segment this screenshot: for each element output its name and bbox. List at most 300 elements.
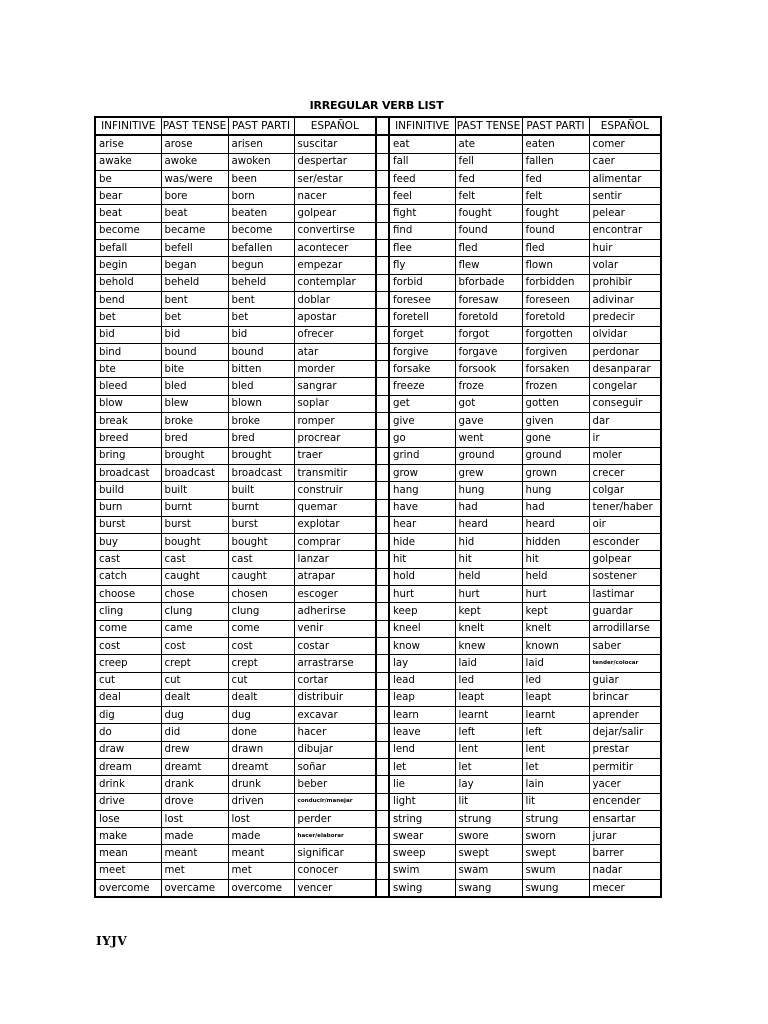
table-row xyxy=(95,586,661,603)
table-row xyxy=(95,551,661,568)
infinitive-cell: draw xyxy=(95,741,161,758)
past-tense-cell: made xyxy=(161,828,228,845)
past-participle-cell: foreseen xyxy=(522,291,589,308)
table-row xyxy=(95,222,661,239)
past-participle-cell: come xyxy=(228,620,294,637)
infinitive-cell: lead xyxy=(389,672,455,689)
infinitive-cell: blow xyxy=(95,395,161,412)
table-row xyxy=(95,707,661,724)
table-row xyxy=(95,810,661,827)
past-tense-cell: learnt xyxy=(455,707,522,724)
column-divider xyxy=(376,551,389,568)
spanish-cell: guardar xyxy=(589,603,661,620)
infinitive-cell: hit xyxy=(389,551,455,568)
past-tense-cell: bent xyxy=(161,291,228,308)
spanish-cell: golpear xyxy=(294,205,376,222)
past-participle-cell: bought xyxy=(228,534,294,551)
infinitive-cell: build xyxy=(95,482,161,499)
spanish-cell: sostener xyxy=(589,568,661,585)
past-participle-cell: laid xyxy=(522,655,589,672)
spanish-cell: brincar xyxy=(589,689,661,706)
spanish-cell: conseguir xyxy=(589,395,661,412)
past-tense-cell: overcame xyxy=(161,880,228,898)
infinitive-cell: leave xyxy=(389,724,455,741)
spanish-cell: moler xyxy=(589,447,661,464)
infinitive-cell: overcome xyxy=(95,880,161,898)
past-participle-cell: forsaken xyxy=(522,361,589,378)
infinitive-cell: bend xyxy=(95,291,161,308)
spanish-cell: oir xyxy=(589,516,661,533)
past-participle-cell: dug xyxy=(228,707,294,724)
past-tense-cell: cut xyxy=(161,672,228,689)
spanish-cell: adherirse xyxy=(294,603,376,620)
past-participle-cell: leapt xyxy=(522,689,589,706)
column-divider xyxy=(376,274,389,291)
column-divider xyxy=(376,464,389,481)
column-divider xyxy=(376,447,389,464)
infinitive-cell: know xyxy=(389,637,455,654)
column-divider xyxy=(376,776,389,793)
past-participle-cell: burst xyxy=(228,516,294,533)
spanish-cell: suscitar xyxy=(294,135,376,153)
past-tense-cell: heard xyxy=(455,516,522,533)
header-infinitive: INFINITIVE xyxy=(389,117,455,135)
table-row xyxy=(95,205,661,222)
infinitive-cell: light xyxy=(389,793,455,810)
column-divider xyxy=(376,707,389,724)
spanish-cell: crecer xyxy=(589,464,661,481)
table-row xyxy=(95,862,661,879)
table-row xyxy=(95,637,661,654)
past-participle-cell: burnt xyxy=(228,499,294,516)
column-divider xyxy=(376,413,389,430)
past-participle-cell: let xyxy=(522,758,589,775)
past-participle-cell: bent xyxy=(228,291,294,308)
past-tense-cell: swept xyxy=(455,845,522,862)
infinitive-cell: hear xyxy=(389,516,455,533)
table-row xyxy=(95,309,661,326)
footer-initials: IYJV xyxy=(96,934,128,948)
column-divider xyxy=(376,170,389,187)
spanish-cell: encender xyxy=(589,793,661,810)
spanish-cell: saber xyxy=(589,637,661,654)
infinitive-cell: mean xyxy=(95,845,161,862)
infinitive-cell: bind xyxy=(95,343,161,360)
past-participle-cell: blown xyxy=(228,395,294,412)
table-row xyxy=(95,776,661,793)
past-tense-cell: bite xyxy=(161,361,228,378)
past-tense-cell: lit xyxy=(455,793,522,810)
past-tense-cell: let xyxy=(455,758,522,775)
infinitive-cell: awake xyxy=(95,153,161,170)
infinitive-cell: forgive xyxy=(389,343,455,360)
verb-table xyxy=(94,116,662,898)
past-participle-cell: broke xyxy=(228,413,294,430)
table-row xyxy=(95,828,661,845)
past-participle-cell: arisen xyxy=(228,135,294,153)
table-row xyxy=(95,758,661,775)
past-participle-cell: cast xyxy=(228,551,294,568)
table-row xyxy=(95,188,661,205)
spanish-cell: conocer xyxy=(294,862,376,879)
column-divider xyxy=(376,482,389,499)
spanish-cell: beber xyxy=(294,776,376,793)
past-participle-cell: clung xyxy=(228,603,294,620)
past-tense-cell: left xyxy=(455,724,522,741)
infinitive-cell: get xyxy=(389,395,455,412)
table-row xyxy=(95,274,661,291)
past-participle-cell: bitten xyxy=(228,361,294,378)
past-participle-cell: beheld xyxy=(228,274,294,291)
infinitive-cell: broadcast xyxy=(95,464,161,481)
past-participle-cell: swum xyxy=(522,862,589,879)
past-participle-cell: felt xyxy=(522,188,589,205)
spanish-cell: construir xyxy=(294,482,376,499)
past-tense-cell: burnt xyxy=(161,499,228,516)
past-participle-cell: flown xyxy=(522,257,589,274)
header-row xyxy=(95,117,661,135)
spanish-cell: hacer xyxy=(294,724,376,741)
past-participle-cell: befallen xyxy=(228,240,294,257)
spanish-cell: lanzar xyxy=(294,551,376,568)
past-tense-cell: awoke xyxy=(161,153,228,170)
past-participle-cell: caught xyxy=(228,568,294,585)
spanish-cell: prestar xyxy=(589,741,661,758)
past-tense-cell: chose xyxy=(161,586,228,603)
past-tense-cell: dreamt xyxy=(161,758,228,775)
spanish-cell: soplar xyxy=(294,395,376,412)
infinitive-cell: give xyxy=(389,413,455,430)
header-past-participle: PAST PARTI xyxy=(522,117,589,135)
spanish-cell: arrastrarse xyxy=(294,655,376,672)
spanish-cell: permitir xyxy=(589,758,661,775)
spanish-cell: nadar xyxy=(589,862,661,879)
infinitive-cell: find xyxy=(389,222,455,239)
table-row xyxy=(95,655,661,672)
past-participle-cell: knelt xyxy=(522,620,589,637)
infinitive-cell: cost xyxy=(95,637,161,654)
infinitive-cell: begin xyxy=(95,257,161,274)
spanish-cell: arrodillarse xyxy=(589,620,661,637)
past-tense-cell: beat xyxy=(161,205,228,222)
spanish-cell: ofrecer xyxy=(294,326,376,343)
table-row xyxy=(95,516,661,533)
past-participle-cell: held xyxy=(522,568,589,585)
spanish-cell: romper xyxy=(294,413,376,430)
column-divider xyxy=(376,741,389,758)
spanish-cell: tender/colocar xyxy=(589,655,661,672)
infinitive-cell: arise xyxy=(95,135,161,153)
past-participle-cell: hurt xyxy=(522,586,589,603)
past-tense-cell: arose xyxy=(161,135,228,153)
past-tense-cell: froze xyxy=(455,378,522,395)
past-tense-cell: held xyxy=(455,568,522,585)
past-tense-cell: kept xyxy=(455,603,522,620)
infinitive-cell: bid xyxy=(95,326,161,343)
past-participle-cell: become xyxy=(228,222,294,239)
infinitive-cell: lay xyxy=(389,655,455,672)
column-divider xyxy=(376,326,389,343)
spanish-cell: soñar xyxy=(294,758,376,775)
past-participle-cell: drunk xyxy=(228,776,294,793)
past-participle-cell: bid xyxy=(228,326,294,343)
infinitive-cell: fight xyxy=(389,205,455,222)
column-divider xyxy=(376,845,389,862)
spanish-cell: mecer xyxy=(589,880,661,898)
past-tense-cell: dug xyxy=(161,707,228,724)
past-participle-cell: meant xyxy=(228,845,294,862)
infinitive-cell: make xyxy=(95,828,161,845)
spanish-cell: apostar xyxy=(294,309,376,326)
table-row xyxy=(95,361,661,378)
infinitive-cell: buy xyxy=(95,534,161,551)
infinitive-cell: dream xyxy=(95,758,161,775)
table-row xyxy=(95,153,661,170)
past-tense-cell: knelt xyxy=(455,620,522,637)
infinitive-cell: bte xyxy=(95,361,161,378)
header-infinitive: INFINITIVE xyxy=(95,117,161,135)
past-participle-cell: been xyxy=(228,170,294,187)
spanish-cell: contemplar xyxy=(294,274,376,291)
infinitive-cell: eat xyxy=(389,135,455,153)
infinitive-cell: come xyxy=(95,620,161,637)
past-tense-cell: swang xyxy=(455,880,522,898)
spanish-cell: significar xyxy=(294,845,376,862)
past-tense-cell: bore xyxy=(161,188,228,205)
past-tense-cell: fed xyxy=(455,170,522,187)
table-row xyxy=(95,845,661,862)
infinitive-cell: lend xyxy=(389,741,455,758)
past-tense-cell: became xyxy=(161,222,228,239)
past-participle-cell: gone xyxy=(522,430,589,447)
past-participle-cell: strung xyxy=(522,810,589,827)
spanish-cell: escoger xyxy=(294,586,376,603)
past-participle-cell: frozen xyxy=(522,378,589,395)
past-tense-cell: ate xyxy=(455,135,522,153)
past-participle-cell: heard xyxy=(522,516,589,533)
spanish-cell: encontrar xyxy=(589,222,661,239)
infinitive-cell: choose xyxy=(95,586,161,603)
past-participle-cell: cut xyxy=(228,672,294,689)
column-divider xyxy=(376,724,389,741)
past-tense-cell: befell xyxy=(161,240,228,257)
spanish-cell: congelar xyxy=(589,378,661,395)
table-row xyxy=(95,741,661,758)
past-tense-cell: leapt xyxy=(455,689,522,706)
spanish-cell: esconder xyxy=(589,534,661,551)
past-tense-cell: found xyxy=(455,222,522,239)
past-tense-cell: built xyxy=(161,482,228,499)
spanish-cell: conducir/manejar xyxy=(294,793,376,810)
column-divider xyxy=(376,117,389,135)
infinitive-cell: breed xyxy=(95,430,161,447)
spanish-cell: vencer xyxy=(294,880,376,898)
past-tense-cell: was/were xyxy=(161,170,228,187)
spanish-cell: sentir xyxy=(589,188,661,205)
past-tense-cell: blew xyxy=(161,395,228,412)
column-divider xyxy=(376,880,389,898)
spanish-cell: procrear xyxy=(294,430,376,447)
infinitive-cell: forsake xyxy=(389,361,455,378)
column-divider xyxy=(376,655,389,672)
past-participle-cell: foretold xyxy=(522,309,589,326)
past-tense-cell: drove xyxy=(161,793,228,810)
spanish-cell: convertirse xyxy=(294,222,376,239)
spanish-cell: ensartar xyxy=(589,810,661,827)
header-past-participle: PAST PARTI xyxy=(228,117,294,135)
infinitive-cell: fly xyxy=(389,257,455,274)
infinitive-cell: foretell xyxy=(389,309,455,326)
spanish-cell: alimentar xyxy=(589,170,661,187)
spanish-cell: lastimar xyxy=(589,586,661,603)
past-tense-cell: drew xyxy=(161,741,228,758)
table-row xyxy=(95,568,661,585)
past-participle-cell: forbidden xyxy=(522,274,589,291)
table-row xyxy=(95,170,661,187)
past-tense-cell: grew xyxy=(455,464,522,481)
infinitive-cell: befall xyxy=(95,240,161,257)
infinitive-cell: freeze xyxy=(389,378,455,395)
spanish-cell: morder xyxy=(294,361,376,378)
past-participle-cell: found xyxy=(522,222,589,239)
column-divider xyxy=(376,430,389,447)
past-tense-cell: burst xyxy=(161,516,228,533)
past-tense-cell: hid xyxy=(455,534,522,551)
infinitive-cell: dig xyxy=(95,707,161,724)
header-past-tense: PAST TENSE xyxy=(161,117,228,135)
infinitive-cell: kneel xyxy=(389,620,455,637)
infinitive-cell: drive xyxy=(95,793,161,810)
infinitive-cell: string xyxy=(389,810,455,827)
column-divider xyxy=(376,828,389,845)
column-divider xyxy=(376,603,389,620)
infinitive-cell: keep xyxy=(389,603,455,620)
past-participle-cell: fed xyxy=(522,170,589,187)
spanish-cell: barrer xyxy=(589,845,661,862)
column-divider xyxy=(376,291,389,308)
past-participle-cell: lost xyxy=(228,810,294,827)
spanish-cell: nacer xyxy=(294,188,376,205)
spanish-cell: doblar xyxy=(294,291,376,308)
spanish-cell: acontecer xyxy=(294,240,376,257)
past-tense-cell: drank xyxy=(161,776,228,793)
infinitive-cell: feel xyxy=(389,188,455,205)
past-participle-cell: bred xyxy=(228,430,294,447)
past-participle-cell: hit xyxy=(522,551,589,568)
past-participle-cell: bound xyxy=(228,343,294,360)
table-row xyxy=(95,395,661,412)
column-divider xyxy=(376,862,389,879)
past-tense-cell: broadcast xyxy=(161,464,228,481)
spanish-cell: dar xyxy=(589,413,661,430)
spanish-cell: quemar xyxy=(294,499,376,516)
past-participle-cell: beaten xyxy=(228,205,294,222)
spanish-cell: desanparar xyxy=(589,361,661,378)
table-row xyxy=(95,291,661,308)
spanish-cell: aprender xyxy=(589,707,661,724)
column-divider xyxy=(376,361,389,378)
past-participle-cell: fought xyxy=(522,205,589,222)
infinitive-cell: foresee xyxy=(389,291,455,308)
infinitive-cell: deal xyxy=(95,689,161,706)
past-participle-cell: gotten xyxy=(522,395,589,412)
past-tense-cell: fled xyxy=(455,240,522,257)
past-participle-cell: driven xyxy=(228,793,294,810)
column-divider xyxy=(376,637,389,654)
spanish-cell: atrapar xyxy=(294,568,376,585)
infinitive-cell: bring xyxy=(95,447,161,464)
column-divider xyxy=(376,205,389,222)
past-participle-cell: crept xyxy=(228,655,294,672)
infinitive-cell: creep xyxy=(95,655,161,672)
past-participle-cell: awoken xyxy=(228,153,294,170)
table-row xyxy=(95,413,661,430)
infinitive-cell: be xyxy=(95,170,161,187)
table-row xyxy=(95,880,661,898)
spanish-cell: colgar xyxy=(589,482,661,499)
past-participle-cell: overcome xyxy=(228,880,294,898)
column-divider xyxy=(376,620,389,637)
past-tense-cell: began xyxy=(161,257,228,274)
past-participle-cell: swung xyxy=(522,880,589,898)
past-tense-cell: gave xyxy=(455,413,522,430)
spanish-cell: distribuir xyxy=(294,689,376,706)
past-participle-cell: born xyxy=(228,188,294,205)
infinitive-cell: burn xyxy=(95,499,161,516)
infinitive-cell: swim xyxy=(389,862,455,879)
spanish-cell: venir xyxy=(294,620,376,637)
past-tense-cell: felt xyxy=(455,188,522,205)
past-participle-cell: lit xyxy=(522,793,589,810)
infinitive-cell: become xyxy=(95,222,161,239)
table-row xyxy=(95,240,661,257)
column-divider xyxy=(376,188,389,205)
infinitive-cell: fall xyxy=(389,153,455,170)
column-divider xyxy=(376,689,389,706)
table-row xyxy=(95,689,661,706)
spanish-cell: comprar xyxy=(294,534,376,551)
infinitive-cell: grind xyxy=(389,447,455,464)
table-row xyxy=(95,499,661,516)
table-row xyxy=(95,672,661,689)
column-divider xyxy=(376,257,389,274)
infinitive-cell: go xyxy=(389,430,455,447)
table-row xyxy=(95,534,661,551)
infinitive-cell: burst xyxy=(95,516,161,533)
spanish-cell: dejar/salir xyxy=(589,724,661,741)
past-participle-cell: brought xyxy=(228,447,294,464)
header-espanol: ESPAÑOL xyxy=(589,117,661,135)
infinitive-cell: cut xyxy=(95,672,161,689)
header-past-tense: PAST TENSE xyxy=(455,117,522,135)
table-row xyxy=(95,793,661,810)
infinitive-cell: lie xyxy=(389,776,455,793)
past-tense-cell: clung xyxy=(161,603,228,620)
infinitive-cell: leap xyxy=(389,689,455,706)
column-divider xyxy=(376,222,389,239)
past-tense-cell: fell xyxy=(455,153,522,170)
past-participle-cell: bled xyxy=(228,378,294,395)
column-divider xyxy=(376,672,389,689)
spanish-cell: atar xyxy=(294,343,376,360)
past-participle-cell: given xyxy=(522,413,589,430)
past-participle-cell: had xyxy=(522,499,589,516)
past-participle-cell: drawn xyxy=(228,741,294,758)
past-tense-cell: bought xyxy=(161,534,228,551)
infinitive-cell: let xyxy=(389,758,455,775)
table-row xyxy=(95,464,661,481)
past-participle-cell: dreamt xyxy=(228,758,294,775)
